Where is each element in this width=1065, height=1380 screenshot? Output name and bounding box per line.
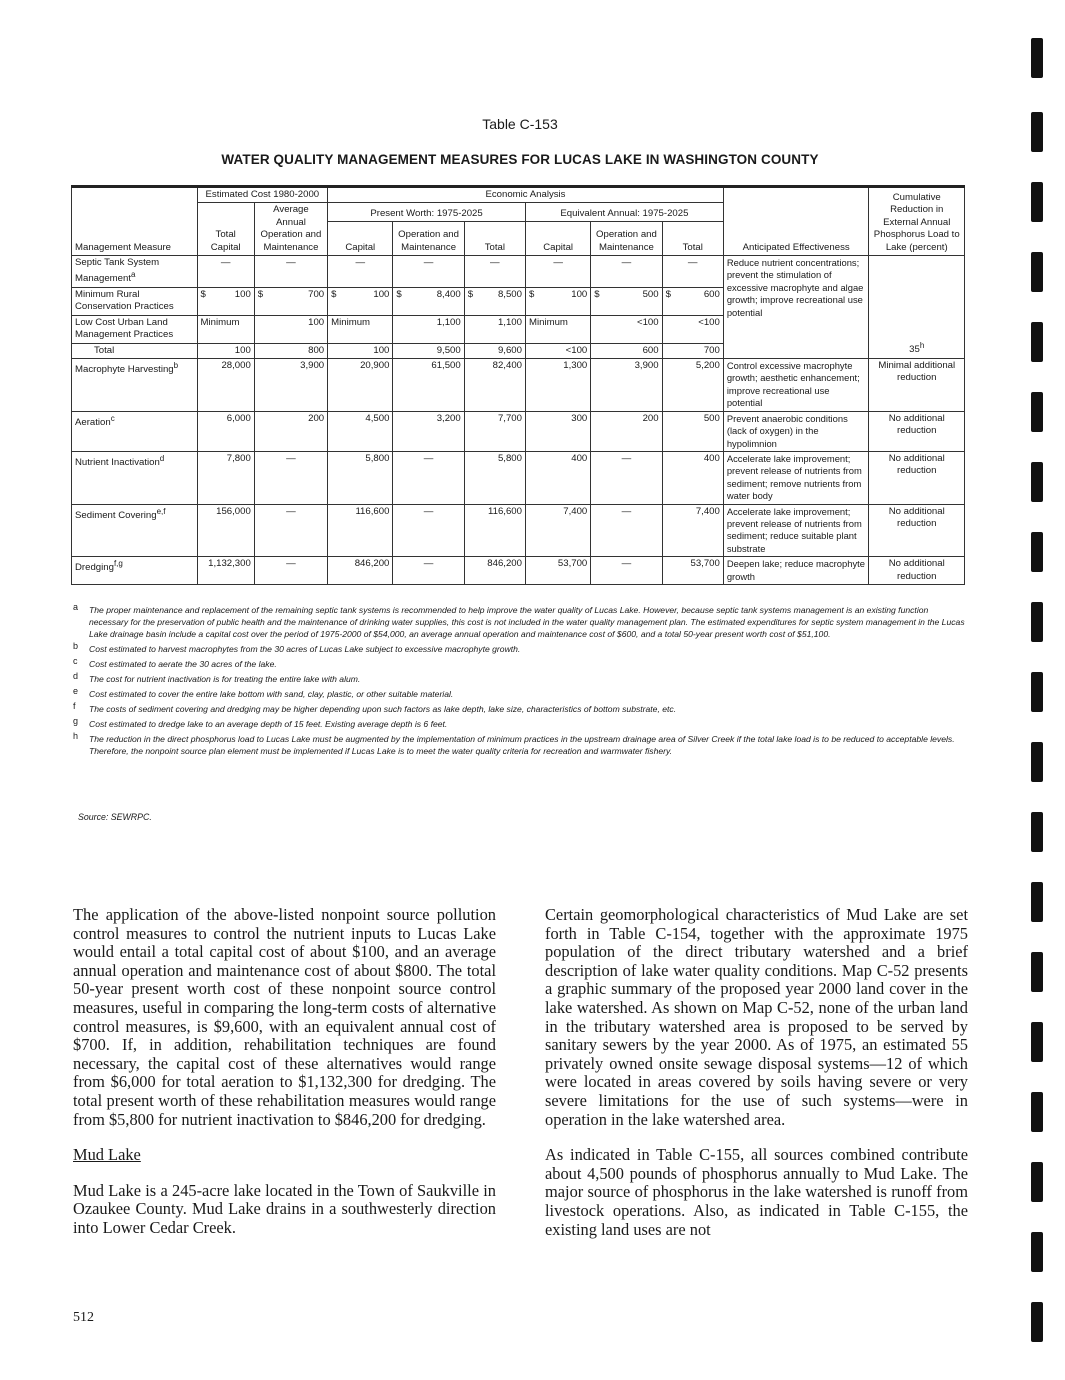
cell-ea-capital: — — [525, 256, 590, 288]
cell-pw-om: 1,100 — [393, 315, 464, 343]
cell-pw-total: 82,400 — [464, 359, 525, 412]
table-row — [72, 256, 965, 288]
cell-pw-om: — — [393, 451, 464, 504]
footnote: c Cost estimated to aerate the 30 acres of the lake. — [73, 656, 277, 669]
cell-ea-capital: 53,700 — [525, 557, 590, 585]
binding-mark — [1031, 252, 1043, 292]
cell-pw-total: 9,600 — [464, 343, 525, 358]
cell-ea-capital: 7,400 — [525, 504, 590, 557]
table-source: Source: SEWRPC. — [78, 812, 152, 822]
table-number: Table C-153 — [482, 116, 558, 132]
row-measure: Minimum Rural Conservation Practices — [72, 288, 198, 316]
cell-avg-om: $ 700 — [254, 288, 327, 316]
cell-effectiveness: Reduce nutrient concentrations; prevent the stimulation of excessive macrophyte and algae growth; improve recreational use potential — [723, 256, 869, 359]
cell-pw-om: 9,500 — [393, 343, 464, 358]
col-header-present-worth: Present Worth: 1975-2025 — [328, 203, 526, 222]
cell-pw-om: — — [393, 256, 464, 288]
col-header-ea-om: Operation and Maintenance — [591, 222, 662, 256]
row-measure: Nutrient Inactivation$^d$ — [72, 451, 198, 504]
cell-ea-capital: 300 — [525, 411, 590, 451]
binding-mark — [1031, 1302, 1043, 1342]
cell-pw-total: 116,600 — [464, 504, 525, 557]
col-header-pw-capital: Capital — [328, 222, 393, 256]
body-paragraph: Mud Lake is a 245-acre lake located in the Town of Saukville in Ozaukee County. Mud Lake drains in a southwesterly direction into Lower Cedar Creek. — [73, 1180, 496, 1237]
row-measure: Aeration$^c$ — [72, 411, 198, 451]
col-header-effectiveness: Anticipated Effectiveness — [723, 187, 869, 256]
binding-mark — [1031, 602, 1043, 642]
footnote: b Cost estimated to harvest macrophytes from the 30 acres of Lucas Lake subject to excessive macrophyte growth. — [73, 641, 521, 654]
cell-pw-capital: 116,600 — [328, 504, 393, 557]
col-header-ea-capital: Capital — [525, 222, 590, 256]
binding-mark — [1031, 1232, 1043, 1272]
cell-effectiveness: Control excessive macrophyte growth; aesthetic enhancement; improve recreational use potential — [723, 359, 869, 412]
cell-pw-om: 61,500 — [393, 359, 464, 412]
cell-ea-total: <100 — [662, 315, 723, 343]
cell-effectiveness: Prevent anaerobic conditions (lack of oxygen) in the hypolimnion — [723, 411, 869, 451]
cell-total-capital: Minimum — [197, 315, 254, 343]
cell-ea-capital: $ 100 — [525, 288, 590, 316]
cell-ea-om: $ 500 — [591, 288, 662, 316]
cell-pw-total: 1,100 — [464, 315, 525, 343]
cell-avg-om: — — [254, 557, 327, 585]
binding-mark — [1031, 1092, 1043, 1132]
cell-pw-capital: — — [328, 256, 393, 288]
footnote: d The cost for nutrient inactivation is for treating the entire lake with alum. — [73, 671, 361, 684]
cell-total-capital: 156,000 — [197, 504, 254, 557]
cell-pw-om: — — [393, 557, 464, 585]
row-measure: Low Cost Urban Land Management Practices — [72, 315, 198, 343]
binding-mark — [1031, 532, 1043, 572]
cell-total-capital: 1,132,300 — [197, 557, 254, 585]
cell-ea-total: 5,200 — [662, 359, 723, 412]
cell-ea-total: — — [662, 256, 723, 288]
cell-pw-total: 846,200 — [464, 557, 525, 585]
col-header-pw-total: Total — [464, 222, 525, 256]
cell-ea-om: <100 — [591, 315, 662, 343]
body-column-left — [73, 906, 496, 1255]
section-heading: Mud Lake — [73, 1145, 141, 1165]
measures-table — [71, 185, 965, 585]
cell-effectiveness: Deepen lake; reduce macrophyte growth — [723, 557, 869, 585]
binding-mark — [1031, 812, 1043, 852]
footnote: g Cost estimated to dredge lake to an average depth of 15 feet. Existing average depth is 6 feet. — [73, 716, 448, 729]
cell-pw-capital: Minimum — [328, 315, 393, 343]
cell-pw-capital: 100 — [328, 343, 393, 358]
cell-pw-capital: 4,500 — [328, 411, 393, 451]
page-number: 512 — [73, 1310, 94, 1325]
cell-total-capital: 28,000 — [197, 359, 254, 412]
cell-ea-capital: 400 — [525, 451, 590, 504]
binding-mark — [1031, 392, 1043, 432]
cell-pw-capital: 5,800 — [328, 451, 393, 504]
cell-reduction: No additional reduction — [869, 557, 965, 585]
cell-ea-total: 53,700 — [662, 557, 723, 585]
cell-avg-om: 200 — [254, 411, 327, 451]
col-header-economic-analysis: Economic Analysis — [328, 187, 724, 203]
body-paragraph: The application of the above-listed nonpoint source pollution control measures to control the nutrient inputs to Lucas Lake would entail a total capital cost of about $100, and an average annual operation and maintenance cost of about $800. The total 50-year present worth cost of these nonpoint source control measures, useful in comparing the long-term costs of alternative control measures, is $9,600, with an equivalent annual cost of $700. If, in addition, rehabilitation techniques are found necessary, the capital cost of these alternatives would range from $6,000 for total aeration to $1,132,300 for dredging. The total present worth of these rehabilitation measures would range from $5,800 for nutrient inactivation to $846,200 for dredging. — [73, 905, 496, 1129]
cell-ea-om: — — [591, 557, 662, 585]
footnote: h The reduction in the direct phosphorus load to Lucas Lake must be augmented by the implementation of minimum practices in the upstream drainage area of Silver Creek if the total lake load is to be reduced to acceptable levels. Therefore, the nonpoint source plan element must be implemented if Lucas Lake is to meet the water quality criteria for recreation and warmwater fishery. — [73, 731, 955, 756]
cell-pw-om: $ 8,400 — [393, 288, 464, 316]
col-header-avg-om: Average Annual Operation and Maintenance — [254, 203, 327, 256]
binding-mark — [1031, 1162, 1043, 1202]
binding-mark — [1031, 952, 1043, 992]
cell-ea-capital: <100 — [525, 343, 590, 358]
row-measure: Total — [72, 343, 198, 358]
col-header-estimated-cost: Estimated Cost 1980-2000 — [197, 187, 328, 203]
footnotes — [72, 604, 967, 760]
table-row — [72, 451, 965, 504]
cell-pw-om: 3,200 — [393, 411, 464, 451]
cell-total-capital: 100 — [197, 343, 254, 358]
body-column-right — [545, 906, 968, 1256]
cell-effectiveness: Accelerate lake improvement; prevent release of nutrients from sediment; reduce suitable plant substrate — [723, 504, 869, 557]
row-measure: Macrophyte Harvesting$^b$ — [72, 359, 198, 412]
cell-ea-total: $ 600 — [662, 288, 723, 316]
col-header-measure: Management Measure — [72, 187, 198, 256]
cell-avg-om: — — [254, 504, 327, 557]
cell-pw-capital: $ 100 — [328, 288, 393, 316]
body-paragraph: As indicated in Table C-155, all sources combined contribute about 4,500 pounds of phosphorus annually to Mud Lake. The major source of phosphorus in the lake watershed is runoff from livestock operations. Also, as indicated in Table C-155, the existing land uses are not — [545, 1145, 968, 1239]
cell-avg-om: 3,900 — [254, 359, 327, 412]
binding-mark — [1031, 182, 1043, 222]
cell-ea-total: 400 — [662, 451, 723, 504]
table-row — [72, 504, 965, 557]
table-row — [72, 411, 965, 451]
binding-marks — [1031, 0, 1051, 1380]
cell-reduction: No additional reduction — [869, 411, 965, 451]
table-row — [72, 557, 965, 585]
body-paragraph: Certain geomorphological characteristics of Mud Lake are set forth in Table C-154, together with the approximate 1975 population of the direct tributary watershed and a brief description of lake water quality conditions. Map C-52 presents a graphic summary of the proposed year 2000 land cover in the lake watershed. As shown on Map C-52, none of the urban land in the tributary watershed area is proposed to be served by sanitary sewers by the year 2000. As of 1975, an estimated 55 privately owned onsite sewage disposal systems—12 of which were located in areas covered by soils having severe or very severe limitations for the use of such systems—were in operation in the lake watershed area. — [545, 905, 968, 1129]
binding-mark — [1031, 322, 1043, 362]
cell-ea-capital: Minimum — [525, 315, 590, 343]
footnote: a The proper maintenance and replacement of the remaining septic tank systems is recommended to help improve the water quality of Lucas Lake. However, because septic tank systems management is an existing function necessary for the preservation of public health and the maintenance of drinking water supplies, this cost is not included in the water quality management plan. The estimated expenditures for septic system management in the Lucas Lake drainage basin include a capital cost over the period of 1975-2000 of $54,000, an average annual operation and maintenance cost of $600, and a total 50-year present worth cost of $51,100. — [73, 602, 965, 639]
row-measure: Septic Tank System Management$^a$ — [72, 256, 198, 288]
binding-mark — [1031, 38, 1043, 78]
cell-ea-om: 3,900 — [591, 359, 662, 412]
table-title: WATER QUALITY MANAGEMENT MEASURES FOR LUCAS LAKE IN WASHINGTON COUNTY — [221, 152, 819, 167]
cell-ea-om: 200 — [591, 411, 662, 451]
col-header-equivalent-annual: Equivalent Annual: 1975-2025 — [525, 203, 723, 222]
cell-pw-total: $ 8,500 — [464, 288, 525, 316]
binding-mark — [1031, 1022, 1043, 1062]
cell-ea-total: 7,400 — [662, 504, 723, 557]
col-header-total-capital: Total Capital — [197, 203, 254, 256]
binding-mark — [1031, 672, 1043, 712]
cell-pw-capital: 846,200 — [328, 557, 393, 585]
cell-avg-om: 100 — [254, 315, 327, 343]
cell-ea-om: — — [591, 504, 662, 557]
cell-reduction: 35$^h$ — [869, 256, 965, 359]
col-header-reduction: Cumulative Reduction in External Annual Phosphorus Load to Lake (percent) — [869, 187, 965, 256]
col-header-ea-total: Total — [662, 222, 723, 256]
cell-avg-om: — — [254, 256, 327, 288]
cell-avg-om: — — [254, 451, 327, 504]
cell-total-capital: 6,000 — [197, 411, 254, 451]
cell-total-capital: $ 100 — [197, 288, 254, 316]
cell-pw-total: — — [464, 256, 525, 288]
table-row — [72, 359, 965, 412]
binding-mark — [1031, 882, 1043, 922]
cell-avg-om: 800 — [254, 343, 327, 358]
binding-mark — [1031, 742, 1043, 782]
cell-pw-total: 5,800 — [464, 451, 525, 504]
cell-ea-om: — — [591, 256, 662, 288]
cell-total-capital: — — [197, 256, 254, 288]
cell-reduction: Minimal additional reduction — [869, 359, 965, 412]
row-measure: Sediment Covering$^{e,f}$ — [72, 504, 198, 557]
cell-pw-total: 7,700 — [464, 411, 525, 451]
cell-ea-total: 700 — [662, 343, 723, 358]
cell-ea-capital: 1,300 — [525, 359, 590, 412]
cell-ea-om: — — [591, 451, 662, 504]
cell-pw-om: — — [393, 504, 464, 557]
cell-reduction: No additional reduction — [869, 451, 965, 504]
cell-reduction: No additional reduction — [869, 504, 965, 557]
col-header-pw-om: Operation and Maintenance — [393, 222, 464, 256]
binding-mark — [1031, 462, 1043, 502]
cell-ea-total: 500 — [662, 411, 723, 451]
cell-ea-om: 600 — [591, 343, 662, 358]
footnote: e Cost estimated to cover the entire lake bottom with sand, clay, plastic, or other suitable material. — [73, 686, 454, 699]
row-measure: Dredging$^{f,g}$ — [72, 557, 198, 585]
cell-effectiveness: Accelerate lake improvement; prevent release of nutrients from sediment; remove nutrients from water body — [723, 451, 869, 504]
footnote: f The costs of sediment covering and dredging may be higher depending upon such factors as lake depth, lake size, characteristics of bottom substrate, etc. — [73, 701, 677, 714]
cell-total-capital: 7,800 — [197, 451, 254, 504]
measures-table-wrap — [71, 185, 965, 585]
cell-pw-capital: 20,900 — [328, 359, 393, 412]
